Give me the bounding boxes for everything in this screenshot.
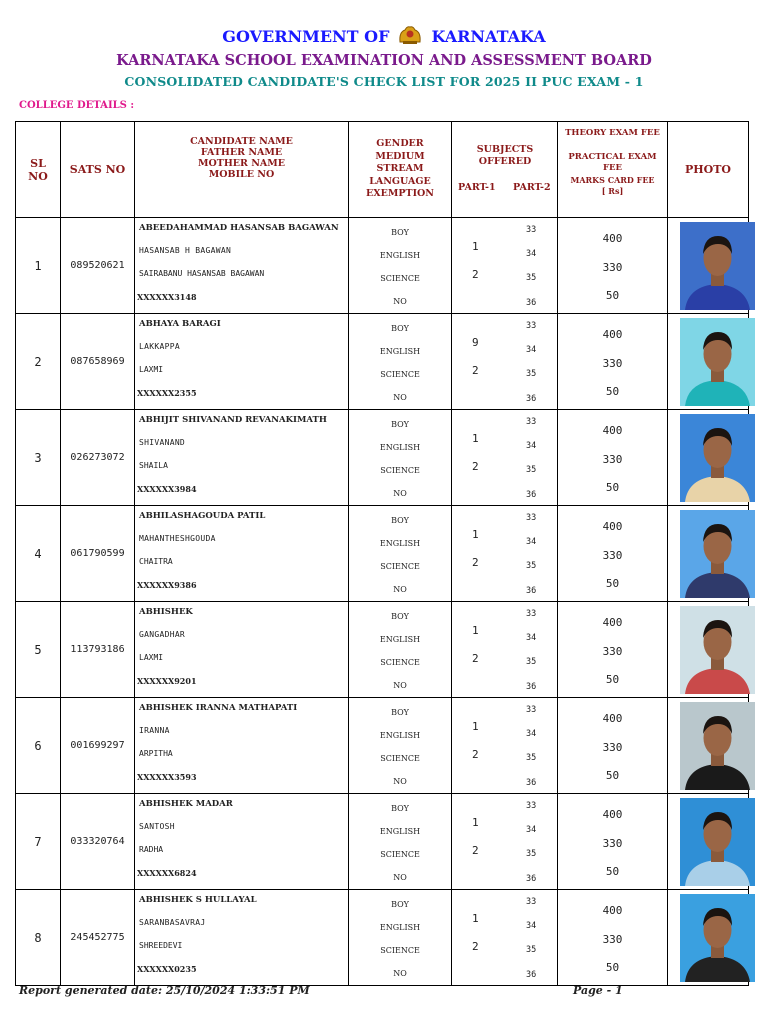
candidate-info [135, 218, 349, 314]
photo-cell [668, 218, 749, 314]
father-name: GANGADHAR [139, 630, 186, 639]
candidate-name: ABHISHEK MADAR [139, 799, 233, 809]
fees [558, 410, 668, 506]
medium: ENGLISH [379, 539, 421, 548]
sats-no: 033320764 [61, 794, 135, 890]
part2-subject: 36 [526, 394, 537, 404]
gender: BOY [391, 612, 409, 621]
medium: ENGLISH [379, 635, 421, 644]
part2-subject: 33 [526, 801, 537, 811]
part1-second: 2 [472, 940, 479, 953]
fees [558, 314, 668, 410]
part2-subject: 36 [526, 778, 537, 788]
theory-fee: 400 [602, 712, 623, 725]
part2-subject: 35 [526, 369, 537, 379]
gender-info [349, 602, 452, 698]
exemption: NO [393, 585, 407, 594]
col-theory-fee-label: THEORY EXAM FEE [565, 128, 660, 138]
father-name: SHIVANAND [139, 438, 186, 447]
board-title: KARNATAKA SCHOOL EXAMINATION AND ASSESSMENT BOARD [116, 52, 652, 69]
part2-subject: 33 [526, 897, 537, 907]
table-row [16, 698, 749, 794]
part1-second: 2 [472, 844, 479, 857]
photo-cell [668, 506, 749, 602]
subjects-offered [452, 890, 558, 986]
medium: ENGLISH [379, 347, 421, 356]
mother-name: ARPITHA [139, 749, 173, 758]
checklist-title: CONSOLIDATED CANDIDATE'S CHECK LIST FOR 2025 II PUC EXAM - 1 [124, 74, 644, 89]
subjects-offered [452, 218, 558, 314]
marks-card-fee: 50 [605, 673, 620, 686]
col-mother-name: MOTHER NAME [197, 158, 286, 169]
mother-name: LAXMI [139, 653, 164, 662]
col-fees [558, 122, 668, 218]
father-name: MAHANTHESHGOUDA [139, 534, 216, 543]
part2-subject: 36 [526, 970, 537, 980]
medium: ENGLISH [379, 251, 421, 260]
mother-name: SAIRABANU HASANSAB BAGAWAN [139, 269, 265, 278]
sats-no: 001699297 [61, 698, 135, 794]
theory-fee: 400 [602, 520, 623, 533]
part1-first: 1 [472, 720, 479, 733]
part2-subject: 34 [526, 729, 537, 739]
candidate-name: ABHISHEK S HULLAYAL [139, 895, 257, 905]
photo-cell [668, 794, 749, 890]
part1-second: 2 [472, 748, 479, 761]
mobile-no: XXXXXX0235 [137, 964, 197, 974]
father-name: HASANSAB H BAGAWAN [139, 246, 232, 255]
sl-no: 2 [16, 314, 61, 410]
medium: ENGLISH [379, 827, 421, 836]
mobile-no: XXXXXX3148 [137, 292, 197, 302]
gender: BOY [391, 516, 409, 525]
candidate-name: ABHIJIT SHIVANAND REVANAKIMATH [139, 415, 327, 425]
candidate-photo [680, 510, 755, 598]
sats-no: 245452775 [61, 890, 135, 986]
candidate-photo [680, 318, 755, 406]
part2-subject: 35 [526, 849, 537, 859]
subjects-offered [452, 410, 558, 506]
part1-first: 1 [472, 432, 479, 445]
exemption: NO [393, 681, 407, 690]
candidate-name: ABHISHEK [139, 607, 193, 617]
father-name: SANTOSH [139, 822, 175, 831]
exemption: NO [393, 777, 407, 786]
sl-no: 4 [16, 506, 61, 602]
sl-no: 1 [16, 218, 61, 314]
col-language-label: LANGUAGE [369, 175, 431, 187]
part2-subject: 36 [526, 490, 537, 500]
gender: BOY [391, 420, 409, 429]
gender-info [349, 506, 452, 602]
part2-subject: 33 [526, 513, 537, 523]
gender-info [349, 794, 452, 890]
part2-subject: 34 [526, 249, 537, 259]
stream: SCIENCE [380, 850, 420, 859]
part1-second: 2 [472, 556, 479, 569]
candidate-info [135, 698, 349, 794]
part2-subject: 34 [526, 345, 537, 355]
col-rs-label: [ Rs] [601, 186, 624, 196]
col-subjects [452, 122, 558, 218]
part2-subject: 36 [526, 874, 537, 884]
mobile-no: XXXXXX9201 [137, 676, 197, 686]
part2-subject: 34 [526, 825, 537, 835]
sats-no: 026273072 [61, 410, 135, 506]
part2-subject: 36 [526, 682, 537, 692]
mother-name: CHAITRA [139, 557, 173, 566]
candidate-name: ABEEDAHAMMAD HASANSAB BAGAWAN [139, 223, 339, 233]
photo-cell [668, 602, 749, 698]
fees [558, 506, 668, 602]
part1-first: 9 [472, 336, 479, 349]
part1-first: 1 [472, 912, 479, 925]
part2-subject: 35 [526, 465, 537, 475]
part2-subject: 34 [526, 633, 537, 643]
part2-subject: 34 [526, 441, 537, 451]
part1-second: 2 [472, 268, 479, 281]
stream: SCIENCE [380, 370, 420, 379]
mother-name: SHREEDEVI [139, 941, 183, 950]
part2-subject: 33 [526, 609, 537, 619]
col-practical-fee-label: PRACTICAL EXAM FEE [568, 152, 657, 173]
marks-card-fee: 50 [605, 289, 620, 302]
sats-no: 089520621 [61, 218, 135, 314]
candidate-photo [680, 894, 755, 982]
part2-subject: 35 [526, 561, 537, 571]
col-photo-label: PHOTO [684, 163, 731, 176]
gender: BOY [391, 324, 409, 333]
subjects-offered [452, 698, 558, 794]
theory-fee: 400 [602, 616, 623, 629]
part2-subject: 34 [526, 537, 537, 547]
col-sl-no [16, 122, 61, 218]
col-sl-no-label: SL NO [28, 156, 48, 183]
part2-subject: 35 [526, 945, 537, 955]
practical-fee: 330 [602, 453, 623, 466]
practical-fee: 330 [602, 261, 623, 274]
mother-name: RADHA [139, 845, 164, 854]
part2-subject: 33 [526, 321, 537, 331]
col-candidate [135, 122, 349, 218]
practical-fee: 330 [602, 837, 623, 850]
col-marks-fee-label: MARKS CARD FEE [570, 175, 655, 185]
mother-name: LAXMI [139, 365, 164, 374]
exemption: NO [393, 969, 407, 978]
practical-fee: 330 [602, 645, 623, 658]
subjects-offered [452, 314, 558, 410]
father-name: SARANBASAVRAJ [139, 918, 206, 927]
fees [558, 794, 668, 890]
photo-cell [668, 890, 749, 986]
col-photo [668, 122, 749, 218]
sats-no: 087658969 [61, 314, 135, 410]
karnataka-emblem-icon [397, 24, 423, 46]
sl-no: 7 [16, 794, 61, 890]
col-stream-label: STREAM [376, 163, 424, 175]
theory-fee: 400 [602, 904, 623, 917]
sats-no: 113793186 [61, 602, 135, 698]
marks-card-fee: 50 [605, 577, 620, 590]
stream: SCIENCE [380, 754, 420, 763]
stream: SCIENCE [380, 466, 420, 475]
report-generated-date: Report generated date: 25/10/2024 1:33:51 PM [19, 984, 310, 997]
candidate-name: ABHISHEK IRANNA MATHAPATI [139, 703, 298, 713]
table-row [16, 314, 749, 410]
stream: SCIENCE [380, 946, 420, 955]
exemption: NO [393, 873, 407, 882]
theory-fee: 400 [602, 808, 623, 821]
father-name: IRANNA [139, 726, 170, 735]
practical-fee: 330 [602, 933, 623, 946]
theory-fee: 400 [602, 328, 623, 341]
photo-cell [668, 314, 749, 410]
candidate-photo [680, 702, 755, 790]
table-row [16, 890, 749, 986]
candidate-info [135, 410, 349, 506]
practical-fee: 330 [602, 357, 623, 370]
part2-subject: 36 [526, 298, 537, 308]
gender-info [349, 410, 452, 506]
fees [558, 218, 668, 314]
stream: SCIENCE [380, 274, 420, 283]
candidate-table [15, 121, 749, 986]
part1-first: 1 [472, 240, 479, 253]
father-name: LAKKAPPA [139, 342, 180, 351]
mobile-no: XXXXXX9386 [137, 580, 197, 590]
medium: ENGLISH [379, 443, 421, 452]
col-candidate-name: CANDIDATE NAME [190, 136, 293, 147]
page-number: Page - 1 [573, 984, 623, 997]
table-row [16, 218, 749, 314]
fees [558, 698, 668, 794]
table-header-row [16, 122, 749, 218]
gender: BOY [391, 804, 409, 813]
gov-right-text: KARNATAKA [431, 27, 546, 46]
candidate-photo [680, 798, 755, 886]
part1-second: 2 [472, 364, 479, 377]
candidate-info [135, 794, 349, 890]
col-medium-label: MEDIUM [375, 150, 425, 162]
gender-info [349, 890, 452, 986]
candidate-name: ABHILASHAGOUDA PATIL [139, 511, 266, 521]
part1-first: 1 [472, 528, 479, 541]
col-mobile-no: MOBILE NO [208, 169, 275, 180]
part2-subject: 33 [526, 225, 537, 235]
table-row [16, 410, 749, 506]
photo-cell [668, 698, 749, 794]
candidate-photo [680, 606, 755, 694]
candidate-info [135, 314, 349, 410]
col-gender [349, 122, 452, 218]
theory-fee: 400 [602, 232, 623, 245]
part2-subject: 33 [526, 417, 537, 427]
part2-subject: 35 [526, 273, 537, 283]
part2-subject: 35 [526, 657, 537, 667]
gender: BOY [391, 228, 409, 237]
sl-no: 8 [16, 890, 61, 986]
candidate-info [135, 890, 349, 986]
part2-subject: 34 [526, 921, 537, 931]
part1-first: 1 [472, 624, 479, 637]
theory-fee: 400 [602, 424, 623, 437]
col-gender-label: GENDER [376, 138, 424, 150]
col-subjects-label: SUBJECTS OFFERED [476, 144, 534, 167]
exemption: NO [393, 297, 407, 306]
part1-second: 2 [472, 652, 479, 665]
col-part1-label: PART-1 [458, 182, 496, 193]
medium: ENGLISH [379, 923, 421, 932]
gov-left-text: GOVERNMENT OF [222, 27, 390, 46]
gender-info [349, 698, 452, 794]
government-title [0, 24, 768, 46]
sats-no: 061790599 [61, 506, 135, 602]
stream: SCIENCE [380, 562, 420, 571]
col-sats-no [61, 122, 135, 218]
candidate-info [135, 506, 349, 602]
candidate-photo [680, 222, 755, 310]
table-row [16, 506, 749, 602]
mobile-no: XXXXXX3593 [137, 772, 197, 782]
part2-subject: 33 [526, 705, 537, 715]
subjects-offered [452, 794, 558, 890]
part2-subject: 36 [526, 586, 537, 596]
mobile-no: XXXXXX6824 [137, 868, 197, 878]
practical-fee: 330 [602, 741, 623, 754]
mobile-no: XXXXXX3984 [137, 484, 197, 494]
photo-cell [668, 410, 749, 506]
marks-card-fee: 50 [605, 961, 620, 974]
candidate-info [135, 602, 349, 698]
gender-info [349, 218, 452, 314]
college-details-label: COLLEGE DETAILS : [19, 100, 135, 111]
subjects-offered [452, 602, 558, 698]
marks-card-fee: 50 [605, 385, 620, 398]
part1-first: 1 [472, 816, 479, 829]
gender: BOY [391, 708, 409, 717]
sl-no: 3 [16, 410, 61, 506]
stream: SCIENCE [380, 658, 420, 667]
exemption: NO [393, 393, 407, 402]
marks-card-fee: 50 [605, 769, 620, 782]
table-row [16, 602, 749, 698]
marks-card-fee: 50 [605, 481, 620, 494]
col-exemption-label: EXEMPTION [366, 188, 434, 200]
marks-card-fee: 50 [605, 865, 620, 878]
medium: ENGLISH [379, 731, 421, 740]
sl-no: 5 [16, 602, 61, 698]
col-father-name: FATHER NAME [200, 147, 283, 158]
subjects-offered [452, 506, 558, 602]
exemption: NO [393, 489, 407, 498]
mother-name: SHAILA [139, 461, 168, 470]
mobile-no: XXXXXX2355 [137, 388, 197, 398]
gender-info [349, 314, 452, 410]
practical-fee: 330 [602, 549, 623, 562]
candidate-name: ABHAYA BARAGI [139, 319, 221, 329]
table-row [16, 794, 749, 890]
col-sats-no-label: SATS NO [69, 163, 126, 176]
fees [558, 602, 668, 698]
sl-no: 6 [16, 698, 61, 794]
fees [558, 890, 668, 986]
part2-subject: 35 [526, 753, 537, 763]
candidate-photo [680, 414, 755, 502]
gender: BOY [391, 900, 409, 909]
col-part2-label: PART-2 [513, 182, 551, 193]
part1-second: 2 [472, 460, 479, 473]
